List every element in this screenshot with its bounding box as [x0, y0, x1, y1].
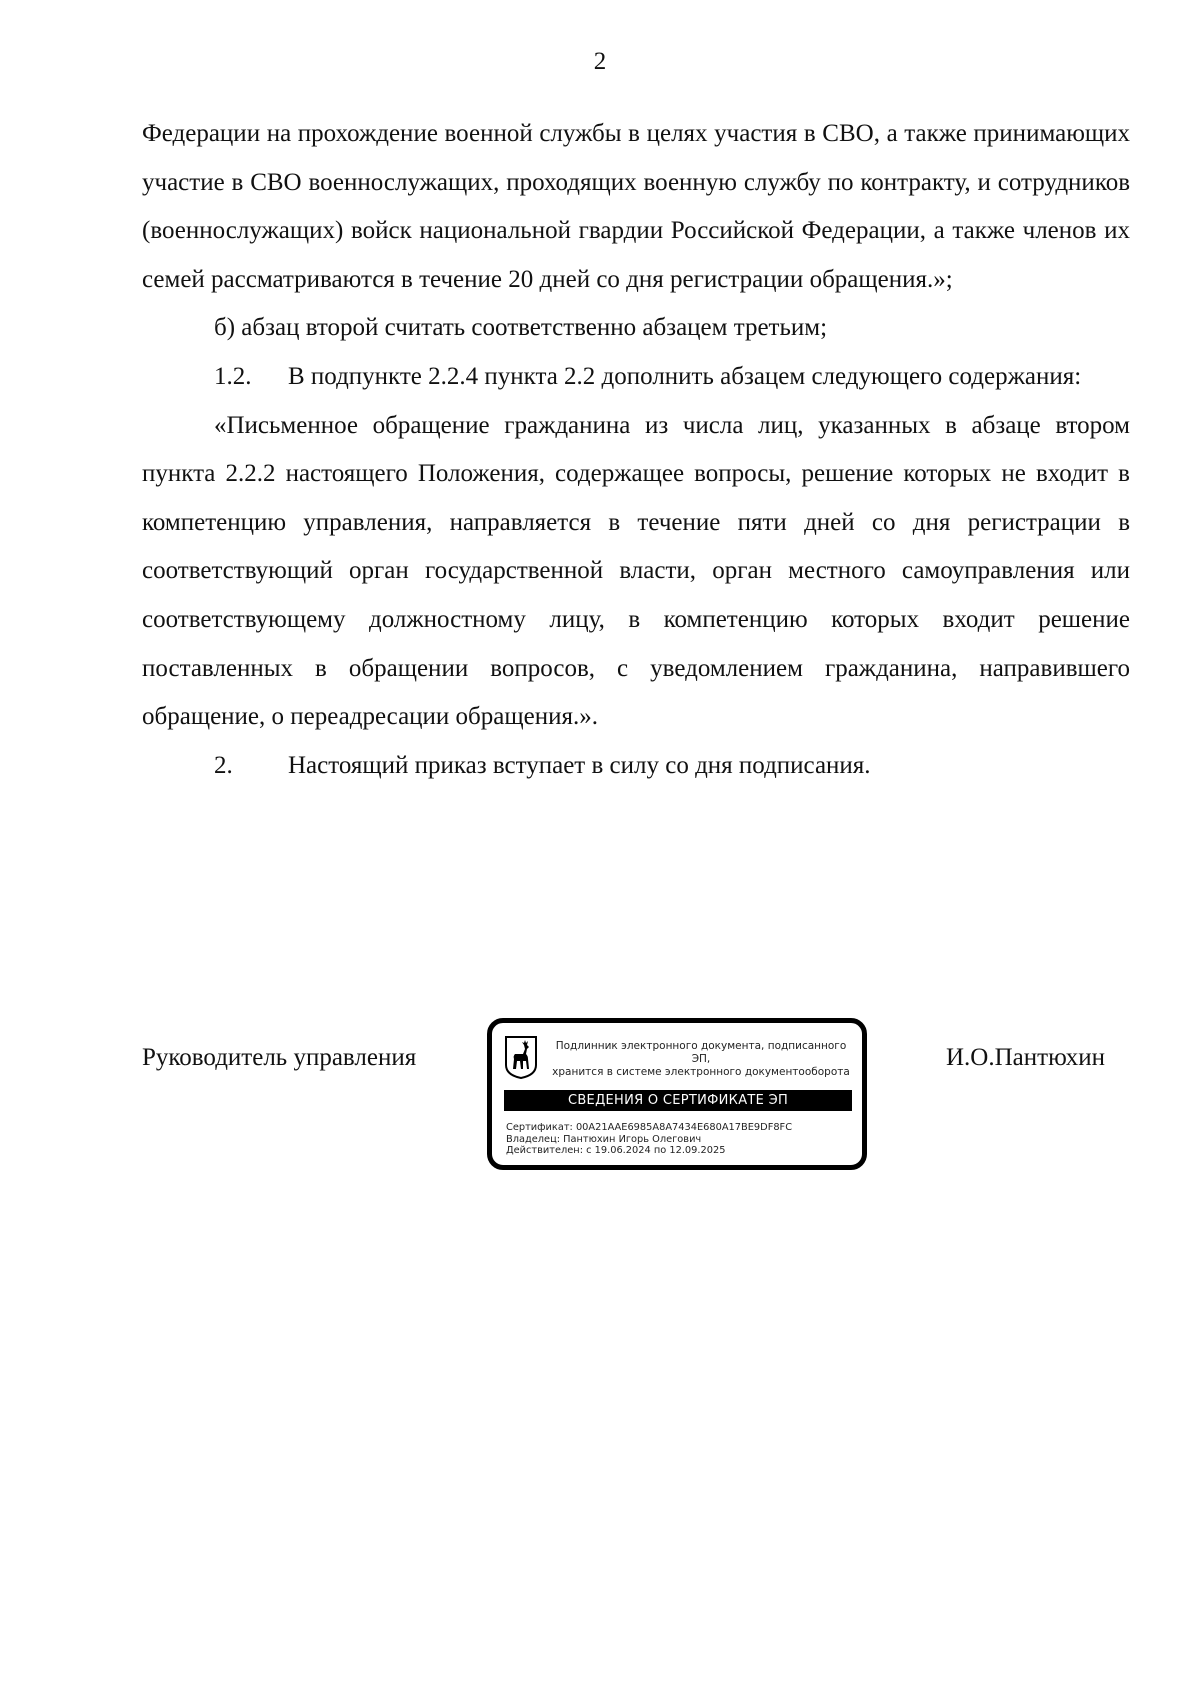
stamp-header-line: Подлинник электронного документа, подписанного ЭП, — [555, 1040, 847, 1065]
paragraph-subitem-b: б) абзац второй считать соответственно абзацем третьим; — [214, 314, 828, 342]
deer-coat-of-arms-icon — [504, 1035, 538, 1079]
signatory-name: И.О.Пантюхин — [946, 1044, 1106, 1071]
signatory-title: Руководитель управления — [142, 1044, 417, 1071]
paragraph-item-1-2 — [142, 353, 1130, 402]
page-number: 2 — [593, 48, 607, 75]
certificate-validity: Действителен: с 19.06.2024 по 12.09.2025 — [506, 1145, 726, 1156]
paragraph-item-2 — [142, 742, 1130, 791]
stamp-header-line: хранится в системе электронного документооборота — [552, 1066, 850, 1078]
paragraph-continuation: Федерации на прохождение военной службы в целях участия в СВО, а также принимающих участие в СВО военнослужащих, проходящих военную службу по контракту, и сотрудников (военнослужащих) войск национальной гвардии Российской Федерации, а также членов их семей рассматриваются в течение 20 дней со дня регистрации обращения.»; — [142, 120, 1130, 293]
certificate-details — [506, 1122, 856, 1157]
certificate-number: Сертификат: 00A21AAE6985A8A7434E680A17BE9DF8FC — [506, 1122, 793, 1133]
item-number: 1.2. — [214, 362, 252, 390]
certificate-info-bar: СВЕДЕНИЯ О СЕРТИФИКАТЕ ЭП — [504, 1090, 852, 1111]
document-body — [142, 110, 1130, 790]
electronic-signature-stamp — [487, 1018, 867, 1170]
item-number: 2. — [214, 751, 233, 779]
paragraph-quoted-addition: «Письменное обращение гражданина из числа лиц, указанных в абзаце втором пункта 2.2.2 настоящего Положения, содержащее вопросы, решение которых не входит в компетенцию управления, направляется в течение пяти дней со дня регистрации в соответствующий орган государственной власти, орган местного самоуправления или соответствующему должностному лицу, в компетенцию которых входит решение поставленных в обращении вопросов, с уведомлением гражданина, направившего обращение, о переадресации обращения.». — [142, 411, 1130, 731]
item-text: Настоящий приказ вступает в силу со дня подписания. — [288, 751, 871, 779]
item-text: В подпункте 2.2.4 пункта 2.2 дополнить абзацем следующего содержания: — [288, 362, 1082, 390]
certificate-owner: Владелец: Пантюхин Игорь Олегович — [506, 1133, 702, 1145]
stamp-header — [548, 1040, 854, 1079]
